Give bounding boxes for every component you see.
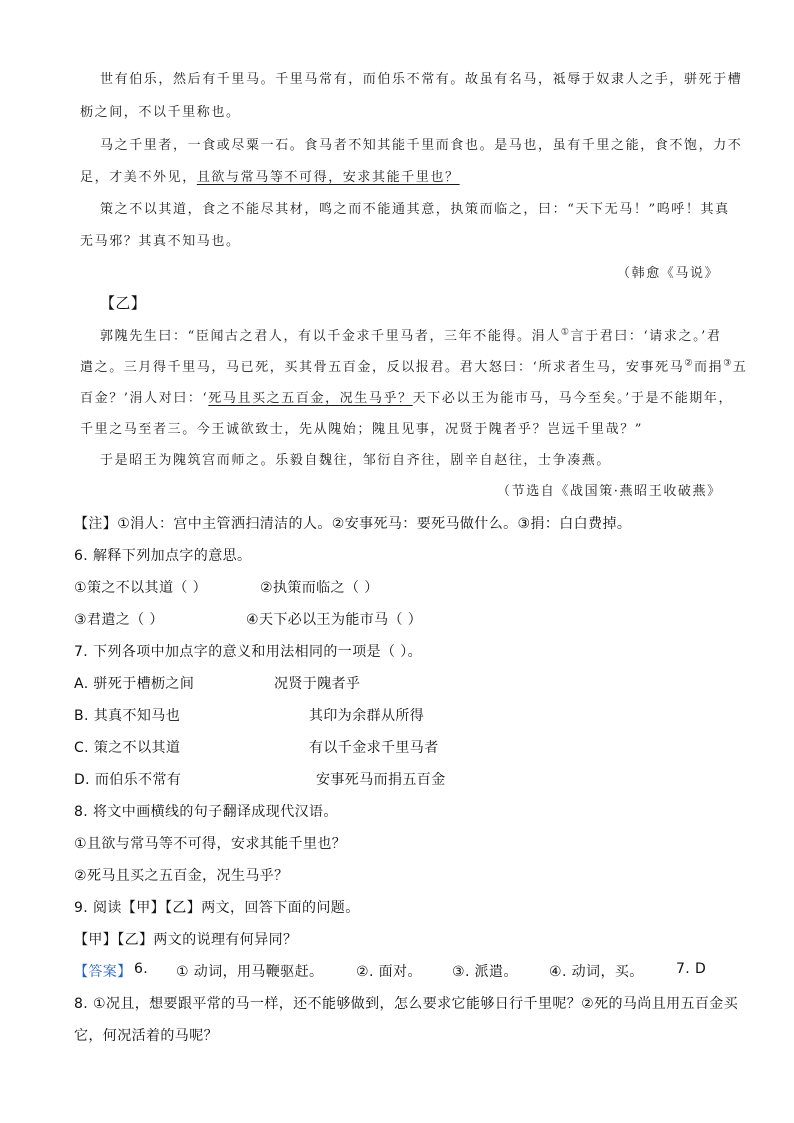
answer-6-4: ④. 动词，买。 (549, 964, 644, 980)
q9-stem: 9. 阅读【甲】【乙】两文，回答下面的问题。 (74, 900, 360, 916)
yi-footnote-2: ② (684, 358, 695, 369)
q6-item-1: ①策之不以其道（ ） (74, 580, 208, 596)
answer-6-label: 6. (134, 961, 149, 977)
footnote-text: 【注】①涓人：宫中主管洒扫清洁的人。②安事死马：要死马做什么。③捐：白白费掉。 (74, 516, 632, 532)
q7-option-b-right: 其印为余群从所得 (309, 708, 425, 724)
yi-heading: 【乙】 (100, 294, 147, 312)
yi-line2-a: 遣之。三月得千里马，马已死，买其骨五百金，反以报君。君大怒曰：‘所求者生马，安事死马 (80, 360, 685, 375)
yi-line2-c: 五 (732, 360, 748, 375)
yi-line3-a: 百金？’涓人对曰：‘ (80, 391, 209, 406)
q7-option-c-right: 有以千金求千里马者 (309, 740, 439, 756)
yi-line3 (80, 387, 733, 406)
q6-item-2: ②执策而临之（ ） (260, 580, 379, 596)
q8-stem: 8. 将文中画横线的句子翻译成现代汉语。 (74, 804, 338, 820)
yi-line5: 于是昭王为隗筑宫而师之。乐毅自魏往，邹衍自齐往，剧辛自赵往，士争凑燕。 (100, 453, 612, 468)
answer-8-line2: 它，何况活着的马呢？ (74, 1028, 218, 1044)
q7-stem: 7. 下列各项中加点字的意义和用法相同的一项是（ ）。 (74, 644, 423, 660)
yi-line2 (80, 356, 748, 375)
jia-p3-line1: 策之不以其道，食之不能尽其材，鸣之而不能通其意，执策而临之，曰：“天下无马！”呜呼！其真 (100, 202, 730, 217)
q9-question: 【甲】【乙】两文的说理有何异同？ (74, 932, 298, 948)
jia-p2-line2 (80, 166, 460, 185)
yi-footnote-1: ① (560, 327, 571, 338)
q7-option-b-left: B. 其真不知马也 (74, 708, 181, 724)
yi-line3-b: 天下必以王为能市马，马今至矣。’于是不能期年， (412, 391, 734, 406)
yi-underlined-sentence: 死马且买之五百金，况生马乎？ (208, 391, 413, 406)
q7-option-a-right: 况贤于隗者乎 (274, 676, 361, 692)
jia-p1-line2: 枥之间，不以千里称也。 (80, 105, 241, 120)
answer-8-line1: 8. ①况且，想要跟平常的马一样，还不能够做到，怎么要求它能够日行千里呢？②死的马尚且用五百金买 (74, 996, 739, 1012)
q6-item-3: ③君遣之（ ） (74, 612, 164, 628)
yi-line1 (100, 325, 722, 344)
answer-6-2: ②. 面对。 (356, 964, 422, 980)
yi-line4: 千里之马至者三。今王诚欲致士，先从隗始；隗且见事，况贤于隗者乎？岂远千里哉？” (80, 422, 644, 437)
jia-underlined-sentence: 且欲与常马等不可得，安求其能千里也？ (196, 170, 460, 185)
q7-option-d-right: 安事死马而捐五百金 (316, 772, 446, 788)
q6-stem: 6. 解释下列加点字的意思。 (74, 548, 252, 564)
yi-line1-tail: 言于君曰：‘请求之。’君 (570, 329, 722, 344)
yi-line1-text: 郭隗先生曰：“臣闻古之君人，有以千金求千里马者，三年不能得。涓人 (100, 329, 561, 344)
jia-p3-line2: 无马邪？其真不知马也。 (80, 234, 241, 249)
q7-option-a-left: A. 骈死于槽枥之间 (74, 676, 195, 692)
answer-6-1: ① 动词，用马鞭驱赶。 (176, 964, 324, 980)
yi-source: （节选自《战国策·燕昭王收破燕》 (497, 484, 722, 499)
q7-option-c-left: C. 策之不以其道 (74, 740, 181, 756)
jia-p2-line2-plain: 足，才美不外见， (80, 170, 197, 185)
yi-line2-b: 而捐 (694, 360, 724, 375)
answer-tag: 【答案】 (74, 964, 132, 980)
answer-line-1 (74, 961, 132, 981)
q7-option-d-left: D. 而伯乐不常有 (74, 772, 182, 788)
jia-source: （韩愈《马说》 (617, 266, 720, 281)
yi-footnote-3: ③ (723, 358, 733, 369)
jia-p2-line1: 马之千里者，一食或尽粟一石。食马者不知其能千里而食也。是马也，虽有千里之能，食不饱，力不 (100, 138, 743, 153)
q6-item-4: ④天下必以王为能市马（ ） (246, 612, 423, 628)
answer-7: 7. D (676, 961, 707, 977)
q8-sentence-1: ①且欲与常马等不可得，安求其能千里也？ (74, 836, 347, 852)
answer-6-3: ③. 派遣。 (452, 964, 518, 980)
jia-p1-line1: 世有伯乐，然后有千里马。千里马常有，而伯乐不常有。故虽有名马，祗辱于奴隶人之手，骈死于槽 (100, 72, 743, 87)
q8-sentence-2: ②死马且买之五百金，况生马乎？ (74, 868, 289, 884)
